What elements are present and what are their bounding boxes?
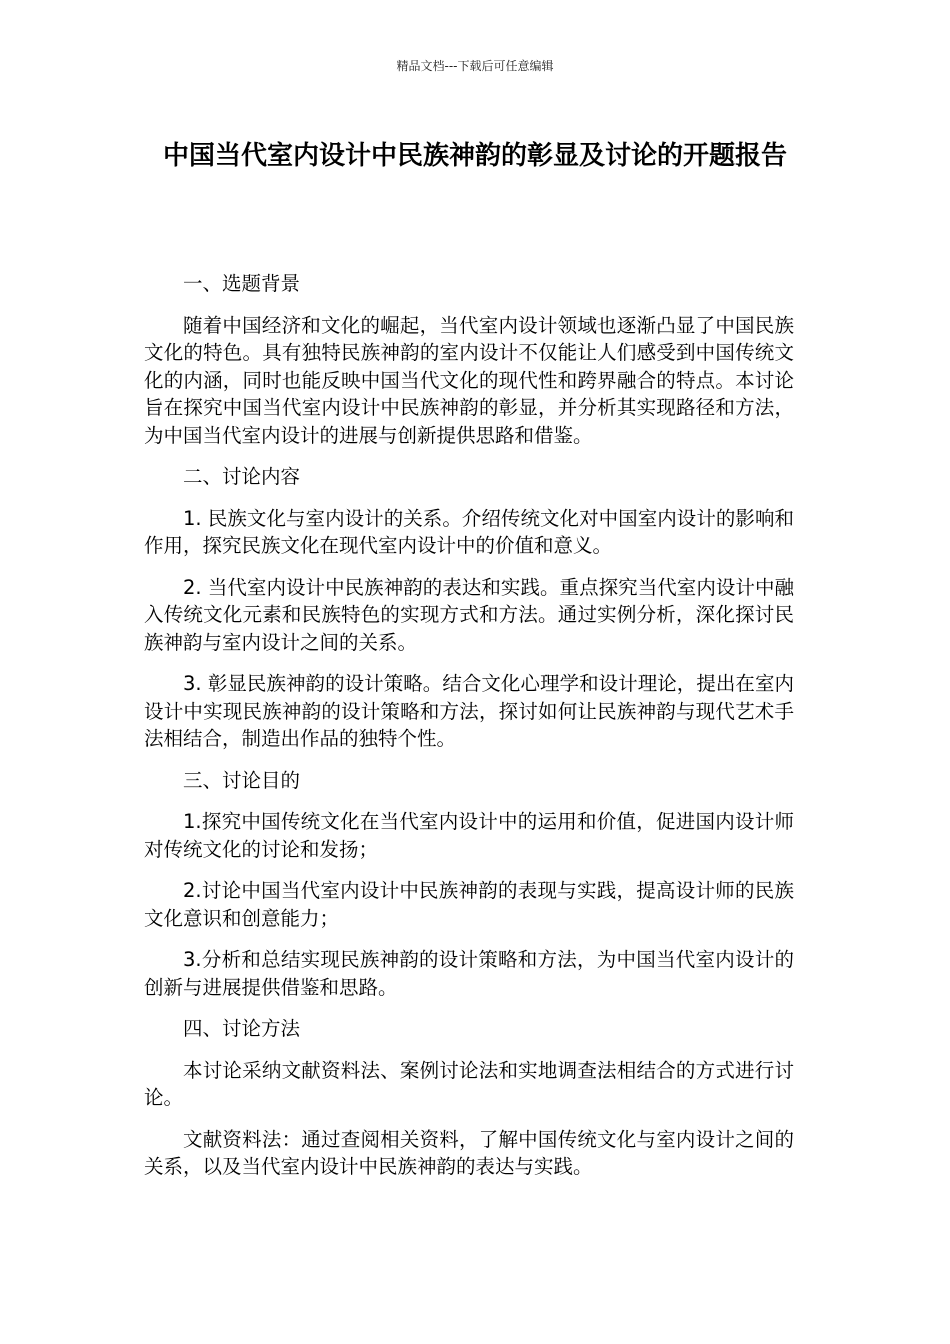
paragraph-content-1: 1. 民族文化与室内设计的关系。介绍传统文化对中国室内设计的影响和作用，探究民族文化在现代室内设计中的价值和意义。 xyxy=(144,506,794,557)
section-heading-content: 二、讨论内容 xyxy=(183,465,301,488)
section-heading-background: 一、选题背景 xyxy=(183,272,301,295)
paragraph-content-3: 3. 彰显民族神韵的设计策略。结合文化心理学和设计理论，提出在室内设计中实现民族神韵的设计策略和方法，探讨如何让民族神韵与现代艺术手法相结合，制造出作品的独特个性。 xyxy=(144,672,794,750)
header-note: 精品文档---下载后可任意编辑 xyxy=(396,59,554,73)
paragraph-method-2: 文献资料法：通过查阅相关资料，了解中国传统文化与室内设计之间的关系，以及当代室内设计中民族神韵的表达与实践。 xyxy=(144,1127,794,1178)
paragraph-purpose-2: 2.讨论中国当代室内设计中民族神韵的表现与实践，提高设计师的民族文化意识和创意能力； xyxy=(144,879,794,930)
document-title: 中国当代室内设计中民族神韵的彰显及讨论的开题报告 xyxy=(162,141,787,171)
section-heading-purpose: 三、讨论目的 xyxy=(183,768,301,792)
paragraph-purpose-3: 3.分析和总结实现民族神韵的设计策略和方法，为中国当代室内设计的创新与进展提供借鉴和思路。 xyxy=(144,948,794,999)
document-body xyxy=(144,270,794,1195)
paragraph-method-1: 本讨论采纳文献资料法、案例讨论法和实地调查法相结合的方式进行讨论。 xyxy=(144,1058,794,1109)
paragraph-background: 随着中国经济和文化的崛起，当代室内设计领域也逐渐凸显了中国民族文化的特色。具有独特民族神韵的室内设计不仅能让人们感受到中国传统文化的内涵，同时也能反映中国当代文化的现代性和跨界融合的特点。本讨论旨在探究中国当代室内设计中民族神韵的彰显，并分析其实现路径和方法，为中国当代室内设计的进展与创新提供思路和借鉴。 xyxy=(144,313,794,447)
paragraph-purpose-1: 1.探究中国传统文化在当代室内设计中的运用和价值，促进国内设计师对传统文化的讨论和发扬； xyxy=(144,810,794,861)
paragraph-content-2: 2. 当代室内设计中民族神韵的表达和实践。重点探究当代室内设计中融入传统文化元素和民族特色的实现方式和方法。通过实例分析，深化探讨民族神韵与室内设计之间的关系。 xyxy=(144,575,794,654)
section-heading-method: 四、讨论方法 xyxy=(183,1017,301,1040)
